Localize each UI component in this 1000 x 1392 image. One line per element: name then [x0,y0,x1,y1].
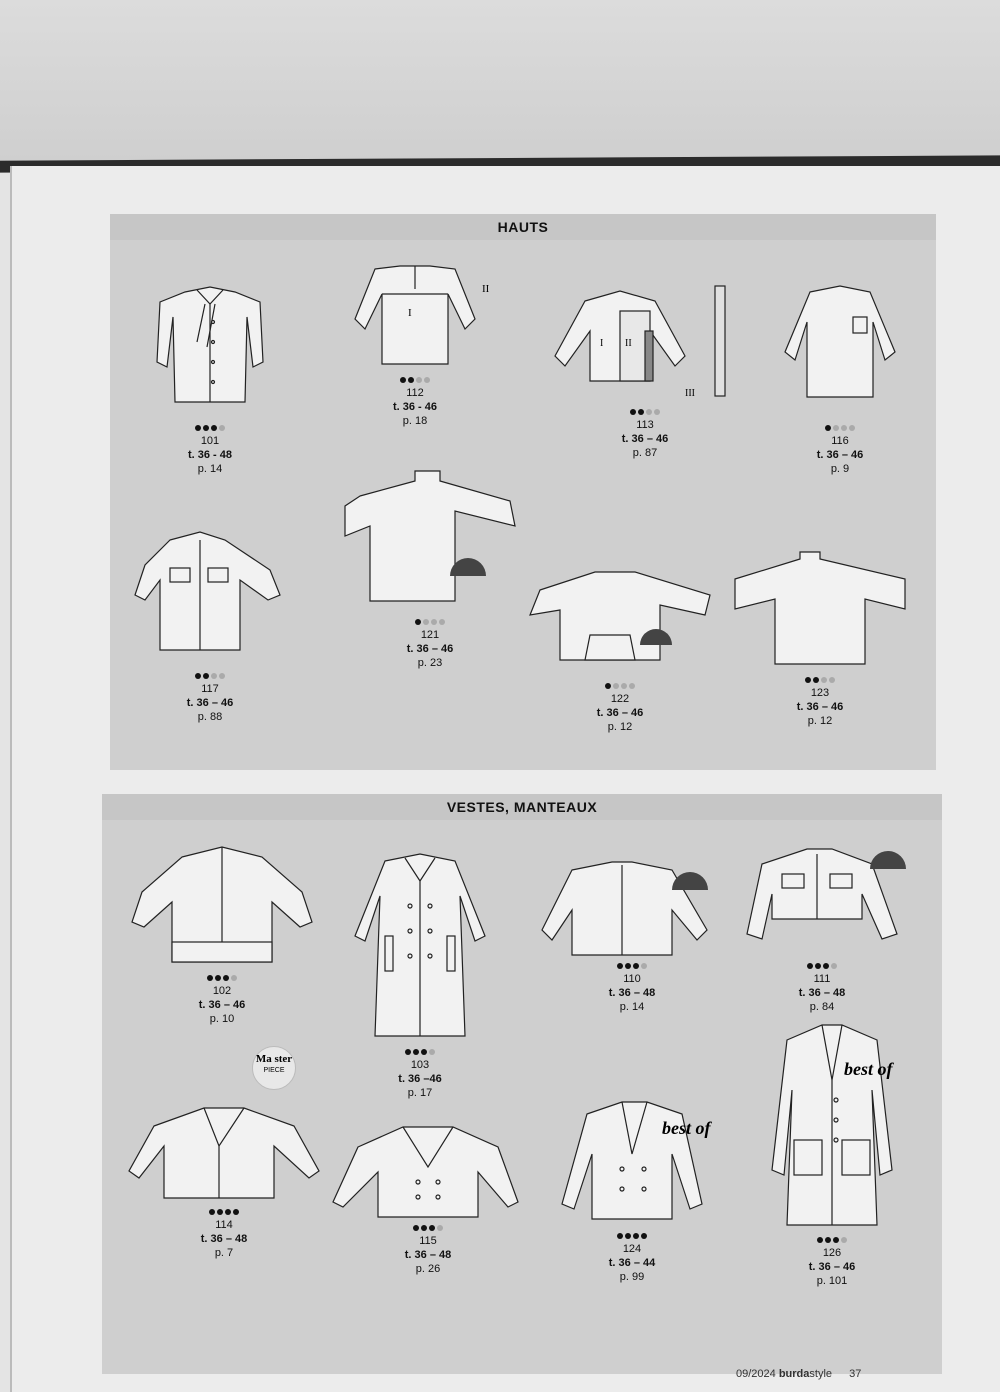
pattern-number: 111 [813,973,831,985]
difficulty-dot-filled [203,673,209,679]
page-reference: p. 87 [632,447,658,459]
difficulty-dot-empty [821,677,827,683]
size-range: t. 36 – 46 [198,999,246,1011]
difficulty-dot-filled [195,673,201,679]
page-footer [736,1368,861,1380]
difficulty-dot-empty [439,619,445,625]
best-of-label: best of [844,1059,893,1079]
size-range: t. 36 –46 [398,1073,442,1085]
difficulty-dot-empty [621,683,627,689]
page-reference: p. 101 [816,1275,848,1287]
difficulty-dots [124,1208,324,1218]
difficulty-dot-empty [841,1237,847,1243]
page-reference: p. 23 [417,657,443,669]
difficulty-dots [722,962,922,972]
difficulty-dot-empty [646,409,652,415]
pincushion-icon [870,851,906,869]
best-of-label: best of [662,1118,711,1138]
svg-text:III: III [685,388,695,399]
brand-name-light: style [809,1368,833,1380]
size-range: t. 36 – 48 [404,1249,452,1261]
garment-illustration [532,1094,732,1230]
pattern-number: 112 [406,387,424,399]
pattern-number: 122 [610,693,630,705]
difficulty-dots [325,376,505,386]
difficulty-dot-filled [823,963,829,969]
size-range: t. 36 – 44 [608,1257,656,1269]
difficulty-dot-filled [421,1049,427,1055]
difficulty-dot-empty [613,683,619,689]
difficulty-dot-empty [416,377,422,383]
difficulty-dots [532,962,732,972]
page-reference: p. 84 [809,1001,835,1013]
difficulty-dot-filled [203,425,209,431]
garment-illustration [328,1112,528,1222]
difficulty-dot-filled [641,1233,647,1239]
pattern-item-116[interactable] [750,272,930,476]
difficulty-dot-filled [633,963,639,969]
section-title-vestes: VESTES, MANTEAUX [446,799,598,815]
page-reference: p. 10 [209,1013,235,1025]
section-title-hauts: HAUTS [497,219,549,235]
difficulty-dot-filled [217,1209,223,1215]
page-reference: p. 88 [197,711,223,723]
difficulty-dots [750,424,930,434]
size-range: t. 36 – 46 [596,707,644,719]
pattern-number: 126 [822,1247,842,1259]
difficulty-dot-filled [415,619,421,625]
difficulty-dot-empty [219,425,225,431]
pattern-number: 114 [215,1219,233,1231]
difficulty-dot-filled [215,975,221,981]
difficulty-dot-filled [225,1209,231,1215]
page-reference: p. 7 [214,1247,234,1259]
size-range: t. 36 – 46 [186,697,234,709]
size-range: t. 36 – 46 [796,701,844,713]
difficulty-dot-filled [400,377,406,383]
pattern-item-103[interactable] [330,846,510,1100]
difficulty-dot-empty [829,677,835,683]
size-range: t. 36 – 46 [808,1261,856,1273]
pattern-number: 110 [623,973,641,985]
difficulty-dot-empty [219,673,225,679]
difficulty-dots [540,408,750,418]
difficulty-dot-empty [831,963,837,969]
difficulty-dots [328,1224,528,1234]
difficulty-dot-filled [833,1237,839,1243]
difficulty-dot-filled [630,409,636,415]
pattern-number: 117 [201,683,219,695]
pattern-item-101[interactable] [120,272,300,476]
pattern-number: 102 [212,985,232,997]
difficulty-dot-filled [638,409,644,415]
difficulty-dots [520,682,720,692]
pattern-number: 124 [622,1243,642,1255]
difficulty-dot-empty [833,425,839,431]
difficulty-dot-empty [841,425,847,431]
garment-illustration [732,1020,932,1234]
page-reference: p. 12 [807,715,833,727]
brand-name-bold: burda [778,1368,810,1380]
pattern-item-121[interactable] [330,466,530,670]
difficulty-dot-filled [405,1049,411,1055]
svg-text:II: II [625,338,632,349]
difficulty-dot-empty [629,683,635,689]
garment-illustration [330,466,530,616]
pattern-number: 101 [200,435,220,447]
difficulty-dots [120,424,300,434]
page-reference: p. 18 [402,415,428,427]
difficulty-dots [532,1232,732,1242]
pattern-number: 123 [810,687,830,699]
garment-illustration [122,832,322,972]
size-range: t. 36 - 46 [392,401,438,413]
difficulty-dot-filled [195,425,201,431]
garment-illustration [532,850,732,960]
difficulty-dot-empty [654,409,660,415]
pattern-number: 121 [420,629,440,641]
size-range: t. 36 – 48 [608,987,656,999]
difficulty-dot-filled [805,677,811,683]
difficulty-dot-filled [817,1237,823,1243]
pattern-item-113[interactable] [540,276,750,460]
difficulty-dots [720,676,920,686]
pattern-item-124[interactable] [532,1094,732,1284]
size-range: t. 36 – 48 [200,1233,248,1245]
pattern-item-126[interactable] [732,1020,932,1288]
garment-illustration [124,1086,324,1206]
pattern-item-111[interactable] [722,824,922,1014]
section-hauts [110,214,936,770]
difficulty-dot-empty [424,377,430,383]
difficulty-dot-filled [413,1225,419,1231]
difficulty-dot-filled [223,975,229,981]
catalog-page [10,166,1000,1392]
difficulty-dots [732,1236,932,1246]
difficulty-dot-filled [209,1209,215,1215]
difficulty-dots [330,618,530,628]
difficulty-dot-filled [625,1233,631,1239]
size-range: t. 36 – 46 [816,449,864,461]
difficulty-dot-filled [825,1237,831,1243]
size-range: t. 36 – 48 [798,987,846,999]
difficulty-dot-empty [437,1225,443,1231]
section-vestes-manteaux [102,794,942,1374]
pattern-item-114[interactable] [124,1053,324,1260]
page-reference: p. 26 [415,1263,441,1275]
pattern-number: 103 [410,1059,430,1071]
size-range: t. 36 - 48 [187,449,233,461]
difficulty-dot-filled [815,963,821,969]
page-reference: p. 99 [619,1271,645,1283]
pattern-item-110[interactable] [532,850,732,1014]
garment-illustration [765,272,915,422]
page-reference: p. 17 [407,1087,433,1099]
difficulty-dot-empty [641,963,647,969]
difficulty-dot-filled [807,963,813,969]
difficulty-dot-empty [231,975,237,981]
difficulty-dot-filled [211,425,217,431]
difficulty-dot-filled [413,1049,419,1055]
master-piece-badge: Ma ster PIECE [252,1046,296,1090]
page-reference: p. 14 [197,463,223,475]
difficulty-dots [122,974,322,984]
garment-illustration [135,272,285,422]
garment-illustration [545,276,745,406]
svg-text:I: I [600,338,604,349]
difficulty-dot-filled [825,425,831,431]
pattern-number: 115 [419,1235,437,1247]
section-title-bar [102,794,942,820]
page-reference: p. 14 [619,1001,645,1013]
garment-illustration [330,254,500,374]
difficulty-dot-filled [633,1233,639,1239]
pattern-item-102[interactable] [122,832,322,1026]
pattern-number: 113 [636,419,654,431]
difficulty-dots [120,672,300,682]
garment-illustration [720,544,920,674]
page-reference: p. 12 [607,721,633,733]
size-range: t. 36 – 46 [621,433,669,445]
section-title-bar [110,214,936,240]
garment-illustration [520,560,720,680]
garment-illustration [120,520,300,670]
roman-label-i: I [408,307,412,319]
difficulty-dot-empty [423,619,429,625]
scanner-background [0,0,1000,160]
difficulty-dot-filled [813,677,819,683]
pattern-item-123[interactable] [720,544,920,728]
difficulty-dot-empty [849,425,855,431]
difficulty-dot-filled [429,1225,435,1231]
difficulty-dot-filled [421,1225,427,1231]
difficulty-dots [330,1048,510,1058]
difficulty-dot-empty [429,1049,435,1055]
difficulty-dot-filled [617,1233,623,1239]
difficulty-dot-filled [625,963,631,969]
difficulty-dot-filled [233,1209,239,1215]
pattern-number: 116 [831,435,849,447]
difficulty-dot-filled [408,377,414,383]
garment-illustration [722,824,922,960]
pincushion-icon [672,872,708,890]
difficulty-dot-empty [431,619,437,625]
garment-illustration [335,846,505,1046]
pattern-item-112[interactable] [325,254,505,428]
pattern-item-117[interactable] [120,520,300,724]
pattern-item-115[interactable] [328,1112,528,1276]
page-number: 37 [849,1368,862,1380]
roman-label-ii: II [482,283,490,295]
difficulty-dot-filled [617,963,623,969]
difficulty-dot-filled [605,683,611,689]
issue-date: 09/2024 [736,1368,776,1380]
difficulty-dot-filled [207,975,213,981]
page-reference: p. 9 [830,463,850,475]
difficulty-dot-empty [211,673,217,679]
pattern-item-122[interactable] [520,560,720,734]
size-range: t. 36 – 46 [406,643,454,655]
